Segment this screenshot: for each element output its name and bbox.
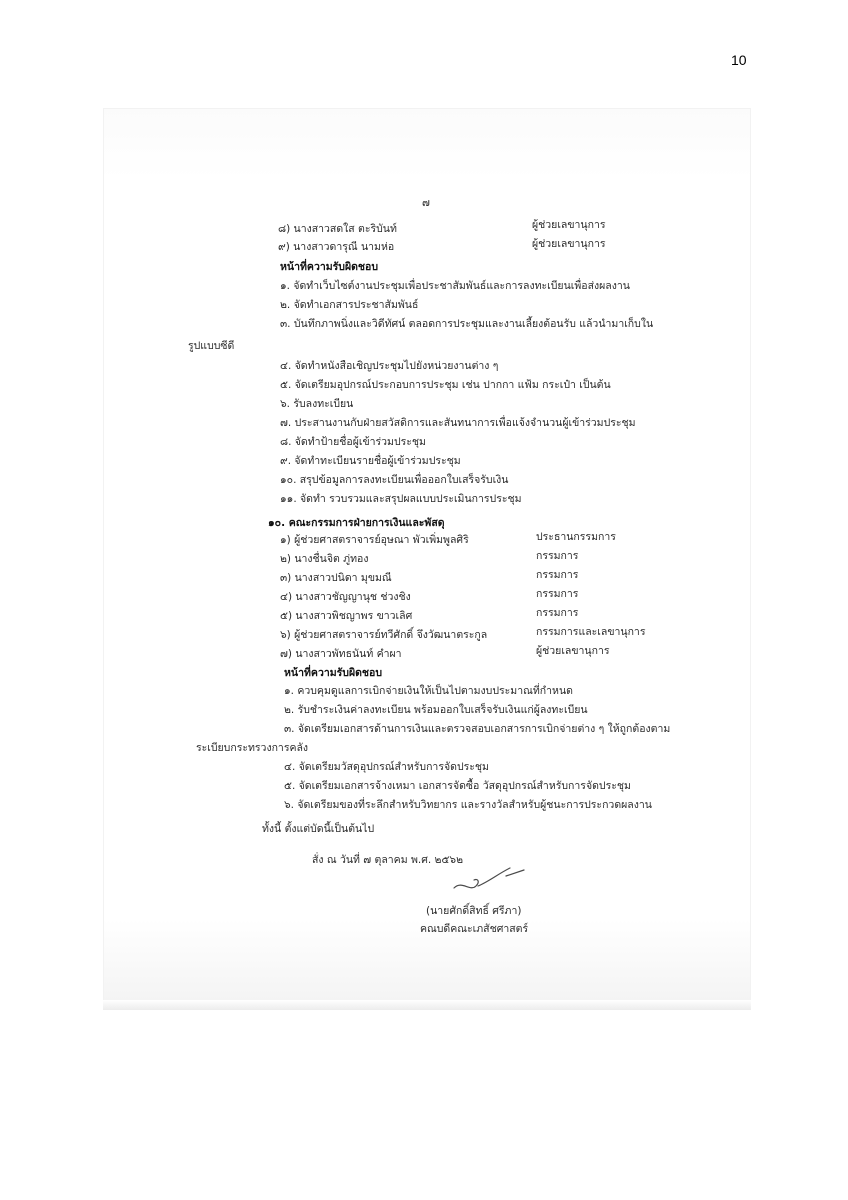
member-name: ๗) นางสาวพัทธนันท์ คำผา xyxy=(280,648,402,660)
signatory-title: คณบดีคณะเภสัชศาสตร์ xyxy=(420,923,529,935)
scan-edge xyxy=(103,1000,751,1010)
order-date: สั่ง ณ วันที่ ๗ ตุลาคม พ.ศ. ๒๕๖๒ xyxy=(312,854,464,866)
scanned-document xyxy=(103,108,751,1010)
closing-statement: ทั้งนี้ ตั้งแต่บัดนี้เป็นต้นไป xyxy=(262,823,375,835)
member-name: ๙) นางสาวดารุณี นามห่อ xyxy=(278,241,395,253)
member-role: ผู้ช่วยเลขานุการ xyxy=(536,645,610,657)
duty-item: ๕. จัดเตรียมเอกสารจ้างเหมา เอกสารจัดซื้อ วัสดุอุปกรณ์สำหรับการจัดประชุม xyxy=(284,780,631,792)
member-role: ประธานกรรมการ xyxy=(536,531,616,543)
member-role: กรรมการ xyxy=(536,588,579,600)
section-heading: ๑๐. คณะกรรมการฝ่ายการเงินและพัสดุ xyxy=(268,517,445,529)
page-number: 10 xyxy=(731,52,747,68)
signature-mark xyxy=(448,862,528,898)
member-name: ๖) ผู้ช่วยศาสตราจารย์ทวีศักดิ์ จึงวัฒนาตระกูล xyxy=(280,629,488,641)
duty-item: ๕. จัดเตรียมอุปกรณ์ประกอบการประชุม เช่น ปากกา แฟ้ม กระเป๋า เป็นต้น xyxy=(280,379,611,391)
duty-item: ๓. บันทึกภาพนิ่งและวิดีทัศน์ ตลอดการประชุมและงานเลี้ยงต้อนรับ แล้วนำมาเก็บใน xyxy=(280,318,654,330)
member-name: ๕) นางสาวพิชญาพร ขาวเลิศ xyxy=(280,610,413,622)
member-role: ผู้ช่วยเลขานุการ xyxy=(532,238,606,250)
member-name: ๓) นางสาวปนิดา มุขมณี xyxy=(280,572,392,584)
member-role: กรรมการ xyxy=(536,569,579,581)
duty-item: ๓. จัดเตรียมเอกสารด้านการเงินและตรวจสอบเอกสารการเบิกจ่ายต่าง ๆ ให้ถูกต้องตาม xyxy=(284,723,671,735)
duty-item: ๑. จัดทำเว็บไซต์งานประชุมเพื่อประชาสัมพันธ์และการลงทะเบียนเพื่อส่งผลงาน xyxy=(280,280,630,292)
member-name: ๒) นางชื่นจิต ภู่ทอง xyxy=(280,553,369,565)
duty-item: ๖. รับลงทะเบียน xyxy=(280,398,354,410)
duty-item-continuation: ระเบียบกระทรวงการคลัง xyxy=(196,742,309,754)
member-role: ผู้ช่วยเลขานุการ xyxy=(532,219,606,231)
member-role: กรรมการ xyxy=(536,607,579,619)
duty-item: ๒. รับชำระเงินค่าลงทะเบียน พร้อมออกใบเสร็จรับเงินแก่ผู้ลงทะเบียน xyxy=(284,704,588,716)
duty-item: ๘. จัดทำป้ายชื่อผู้เข้าร่วมประชุม xyxy=(280,436,426,448)
member-name: ๘) นางสาวสดใส ตะริบันท์ xyxy=(278,223,397,235)
member-name: ๑) ผู้ช่วยศาสตราจารย์อุษณา พัวเพิ่มพูลศิริ xyxy=(280,534,469,546)
duty-item: ๔. จัดทำหนังสือเชิญประชุมไปยังหน่วยงานต่าง ๆ xyxy=(280,360,499,372)
signatory-name: (นายศักดิ์สิทธิ์ ศรีภา) xyxy=(426,905,522,917)
duty-item: ๒. จัดทำเอกสารประชาสัมพันธ์ xyxy=(280,299,419,311)
duty-item: ๑๑. จัดทำ รวบรวมและสรุปผลแบบประเมินการประชุม xyxy=(280,493,522,505)
duties-heading: หน้าที่ความรับผิดชอบ xyxy=(284,667,383,679)
duty-item-continuation: รูปแบบซีดี xyxy=(188,340,235,352)
duty-item: ๙. จัดทำทะเบียนรายชื่อผู้เข้าร่วมประชุม xyxy=(280,455,461,467)
member-name: ๔) นางสาวชัญญานุช ช่วงชิง xyxy=(280,591,411,603)
duty-item: ๗. ประสานงานกับฝ่ายสวัสดิการและสันทนาการเพื่อแจ้งจำนวนผู้เข้าร่วมประชุม xyxy=(280,417,636,429)
member-role: กรรมการและเลขานุการ xyxy=(536,626,646,638)
duties-heading: หน้าที่ความรับผิดชอบ xyxy=(280,261,379,273)
duty-item: ๑. ควบคุมดูแลการเบิกจ่ายเงินให้เป็นไปตามงบประมาณที่กำหนด xyxy=(284,685,573,697)
duty-item: ๔. จัดเตรียมวัสดุอุปกรณ์สำหรับการจัดประชุม xyxy=(284,761,489,773)
duty-item: ๖. จัดเตรียมของที่ระลึกสำหรับวิทยากร และรางวัลสำหรับผู้ชนะการประกวดผลงาน xyxy=(284,799,652,811)
member-role: กรรมการ xyxy=(536,550,579,562)
duty-item: ๑๐. สรุปข้อมูลการลงทะเบียนเพื่อออกใบเสร็จรับเงิน xyxy=(280,474,509,486)
doc-page-mark: ๗ xyxy=(422,197,430,209)
